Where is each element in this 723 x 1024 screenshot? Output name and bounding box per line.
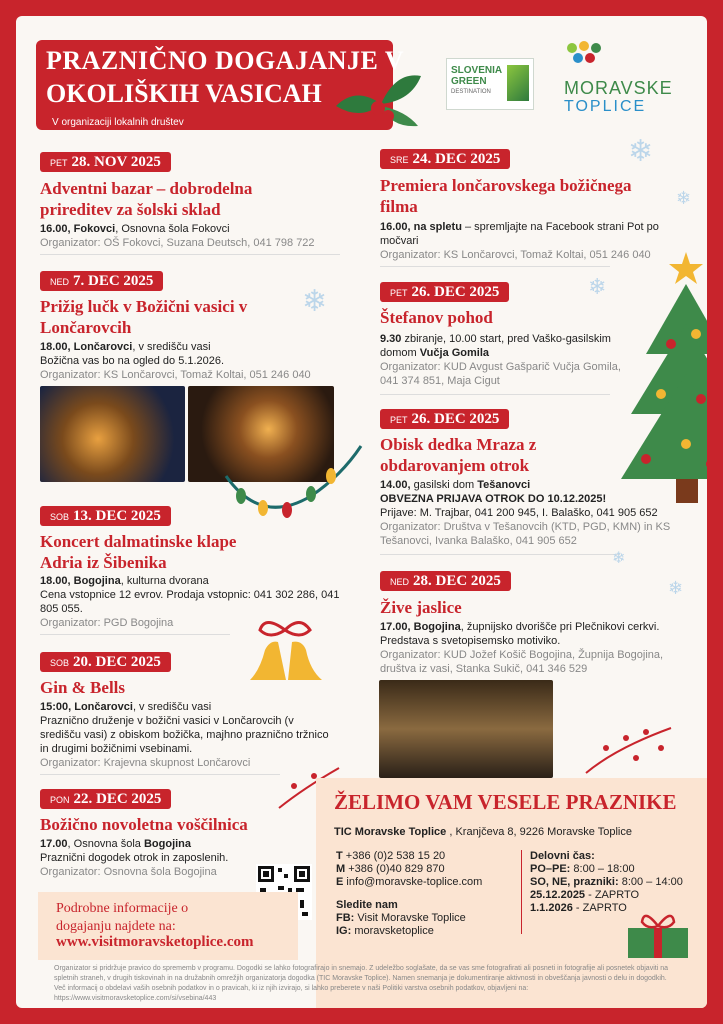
- title-line-2: OKOLIŠKIH VASICAH: [46, 79, 322, 108]
- event-details: 9.30 zbiranje, 10.00 start, pred Vaško-gasilskim domom Vučja Gomila: [380, 333, 611, 359]
- nativity-photo: [379, 680, 553, 778]
- string-lights-icon: [221, 436, 371, 526]
- divider: [40, 634, 230, 635]
- event-date-tag: PET 26. DEC 2025: [380, 409, 509, 429]
- event-details: 15:00, Lončarovci, v središču vasi: [40, 701, 212, 713]
- event-date-tag: NED 28. DEC 2025: [380, 571, 511, 591]
- event-extra: Prijave: M. Trajbar, 041 200 945, I. Balaško, 041 905 652: [380, 507, 658, 519]
- divider: [40, 254, 340, 255]
- legal-footer: Organizator si pridržuje pravico do sprememb v programu. Dogodki se lahko fotografirajo in snemajo. Z udeležbo soglašate, da se vas sme fotografirati ali posneti in fotografije ali posnetek objaviti na spletnih straneh, v drugih tiskovinah in na družabnih omrežjih organizatorja dogodka (TIC Moravske Toplice). Namen snemanja je dokumentiranje aktivnosti in obveščanja javnosti o delu in dogodkih. Več informacij o obdelavi vaših osebnih podatkov in o pravicah, ki iz njih izvirajo, si lahko preberete v naši Politiki varstva osebnih podatkov, objavljeni na: https://www.visitmoravsketoplice.com/si/vsebina/443: [54, 965, 668, 1002]
- greeting-title: ŽELIMO VAM VESELE PRAZNIKE: [334, 790, 677, 814]
- event-organizer: Organizator: KS Lončarovci, Tomaž Koltai, 051 246 040: [40, 369, 311, 381]
- event-title: Gin & Bells: [40, 678, 126, 697]
- event-title: Žive jaslice: [380, 598, 462, 617]
- event-organizer: Organizator: Društva v Tešanovcih (KTD, PGD, KMN) in KS Tešanovci, Ivanka Balaško, 041 905 652: [380, 521, 671, 547]
- snowflake-icon: ❄: [612, 550, 626, 567]
- title-line-1: PRAZNIČNO DOGAJANJE V: [46, 46, 405, 75]
- divider: [40, 774, 280, 775]
- event-extra: Cena vstopnice 12 evrov. Prodaja vstopnic: 041 302 286, 041 805 055.: [40, 589, 340, 615]
- event-organizer: Organizator: KUD Jožef Košič Bogojina, Župnija Bogojina, društva iz vasi, Stanka Sukič, 041 346 529: [380, 649, 664, 675]
- event-details: 16.00, na spletu – spremljajte na Facebook strani Pot po močvari: [380, 221, 659, 247]
- event-registration-notice: OBVEZNA PRIJAVA OTROK DO 10.12.2025!: [380, 493, 607, 505]
- event-date-tag: PON 22. DEC 2025: [40, 789, 171, 809]
- event-title: Adventni bazar – dobrodelna prireditev za šolski sklad: [40, 179, 253, 219]
- event-organizer: Organizator: OŠ Fokovci, Suzana Deutsch, 041 798 722: [40, 237, 315, 249]
- snowflake-icon: ❄: [588, 274, 607, 299]
- event-details: 14.00, gasilski dom Tešanovci: [380, 479, 531, 491]
- event-title: Premiera lončarovskega božičnega filma: [380, 176, 632, 216]
- website-link[interactable]: www.visitmoravsketoplice.com: [56, 934, 254, 950]
- divider: [380, 394, 610, 395]
- poster: [16, 16, 707, 1008]
- event-title: Obisk dedka Mraza z obdarovanjem otrok: [380, 435, 537, 475]
- christmas-tree-icon: [616, 244, 707, 506]
- snowflake-icon: ❄: [676, 188, 692, 208]
- subtitle: V organizaciji lokalnih društev: [52, 117, 184, 128]
- event-date-tag: SOB 20. DEC 2025: [40, 652, 171, 672]
- divider: [380, 554, 620, 555]
- event-extra: Praznično druženje v božični vasici v Lončarovcih (v središču vasi) z obiskom božička, majhno praznično tržnico in drugimi božičnimi vsebinami.: [40, 715, 329, 755]
- event-title: Koncert dalmatinske klape Adria iz Šibenika: [40, 532, 237, 572]
- event-title: Štefanov pohod: [380, 308, 493, 327]
- event-organizer: Organizator: PGD Bogojina: [40, 617, 174, 629]
- event-date-tag: PET 28. NOV 2025: [40, 152, 171, 172]
- event-details: 18.00, Bogojina, kulturna dvorana: [40, 575, 209, 587]
- holly-icon: [326, 66, 426, 136]
- info-text: Podrobne informacije o dogajanju najdete na:: [56, 901, 189, 934]
- grape-icon: [564, 40, 604, 76]
- tic-address: TIC Moravske Toplice , Kranjčeva 8, 9226 Moravske Toplice: [334, 826, 632, 838]
- divider: [380, 266, 610, 267]
- event-organizer: Organizator: KS Lončarovci, Tomaž Koltai, 051 246 040: [380, 249, 651, 261]
- gift-icon: [624, 902, 692, 962]
- event-details: 16.00, Fokovci, Osnovna šola Fokovci: [40, 223, 230, 235]
- event-date-tag: NED 7. DEC 2025: [40, 271, 163, 291]
- snowflake-icon: ❄: [302, 285, 328, 318]
- berry-branch-icon: [576, 718, 676, 778]
- christmas-village-photo: [40, 386, 185, 482]
- event-details: 17.00, Osnovna šola Bogojina: [40, 838, 192, 850]
- event-title: Prižig lučk v Božični vasici v Lončarovcih: [40, 297, 248, 337]
- event-extra: Praznični dogodek otrok in zaposlenih.: [40, 852, 229, 864]
- event-details: 17.00, Bogojina, župnijsko dvorišče pri Plečnikovi cerkvi. Predstava s svetopisemsko motiviko.: [380, 621, 660, 647]
- event-title: Božično novoletna voščilnica: [40, 815, 248, 834]
- event-date-tag: SOB 13. DEC 2025: [40, 506, 171, 526]
- event-organizer: Organizator: Krajevna skupnost Lončarovci: [40, 757, 251, 769]
- slovenia-green-logo: SLOVENIA GREEN DESTINATION: [446, 58, 534, 110]
- opening-hours: Delovni čas: PO–PE: 8:00 – 18:00 SO, NE, prazniki: 8:00 – 14:00 25.12.2025 - ZAPRTO 1.1.2026 - ZAPRTO: [530, 850, 683, 914]
- event-details: 18.00, Lončarovci, v središču vasi: [40, 341, 211, 353]
- divider: [521, 850, 522, 934]
- event-organizer: Organizator: Osnovna šola Bogojina: [40, 866, 217, 878]
- event-extra: Božična vas bo na ogled do 5.1.2026.: [40, 355, 225, 367]
- event-date-tag: PET 26. DEC 2025: [380, 282, 509, 302]
- moravske-toplice-logo: MORAVSKE TOPLICE: [562, 40, 702, 130]
- event-date-tag: SRE 24. DEC 2025: [380, 149, 510, 169]
- snowflake-icon: ❄: [668, 578, 684, 598]
- event-organizer: Organizator: KUD Avgust Gašparič Vučja Gomila, 041 374 851, Maja Cigut: [380, 361, 621, 387]
- contact-info: T +386 (0)2 538 15 20 M +386 (0)40 829 870 E info@moravske-toplice.com Sledite nam FB: Visit Moravske Toplice IG: moravsketoplice: [336, 850, 483, 937]
- snowflake-icon: ❄: [628, 135, 654, 168]
